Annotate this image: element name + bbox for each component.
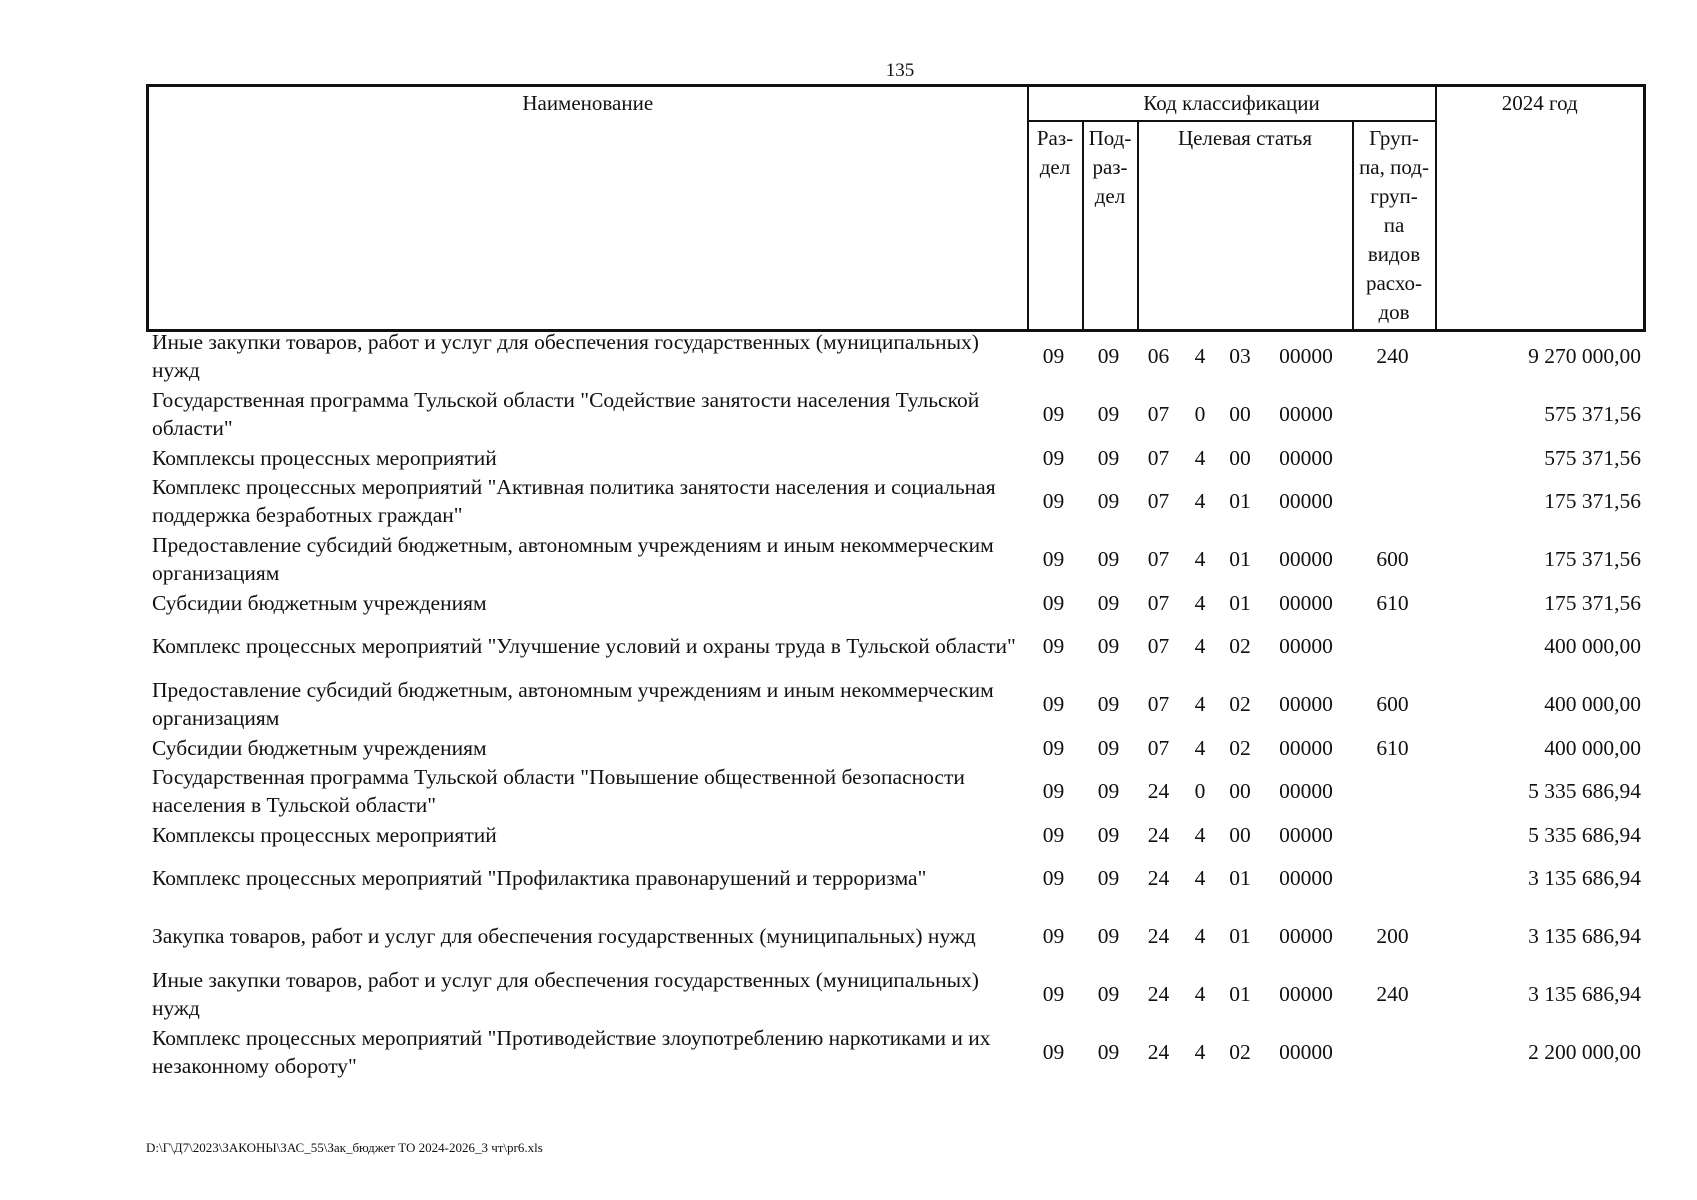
- row-target-direction: 00000: [1279, 735, 1333, 760]
- table-row: [146, 675, 1643, 733]
- row-name: Субсидии бюджетным учреждениям: [152, 735, 487, 760]
- row-target-subprogram: 01: [1229, 924, 1251, 948]
- row-podrazdel: 09: [1097, 590, 1120, 615]
- row-razdel: 09: [1042, 445, 1065, 470]
- row-name: Государственная программа Тульской области "Содействие занятости населения Тульской области": [152, 388, 980, 440]
- row-name: Государственная программа Тульской области "Повышение общественной безопасности населения в Тульской области": [152, 765, 965, 817]
- row-podrazdel: 09: [1097, 1040, 1120, 1064]
- row-target-direction: 00000: [1279, 1040, 1333, 1064]
- row-amount: 3 135 686,94: [1528, 924, 1641, 948]
- row-target-direction: 00000: [1279, 779, 1333, 803]
- row-target-subprogram: 00: [1229, 779, 1251, 803]
- row-target-program: 24: [1147, 1040, 1170, 1064]
- row-target-program: 24: [1147, 866, 1170, 890]
- header-subsection: Под- раз- дел: [1083, 121, 1138, 331]
- row-target-direction: 00000: [1279, 489, 1333, 513]
- row-target-type: 4: [1194, 1040, 1206, 1064]
- row-amount: 2 200 000,00: [1528, 1040, 1641, 1064]
- row-target-direction: 00000: [1279, 590, 1333, 615]
- row-target-direction: 00000: [1279, 822, 1333, 847]
- row-target-direction: 00000: [1279, 344, 1333, 368]
- row-razdel: 09: [1042, 866, 1065, 890]
- table-row: [146, 762, 1643, 820]
- row-razdel: 09: [1042, 779, 1065, 803]
- row-podrazdel: 09: [1097, 692, 1120, 716]
- row-amount: 400 000,00: [1544, 735, 1641, 760]
- row-target-subprogram: 02: [1229, 692, 1251, 716]
- table-row: [146, 443, 1643, 472]
- row-target-direction: 00000: [1279, 547, 1333, 571]
- row-target-type: 0: [1194, 402, 1206, 426]
- table-row: [146, 907, 1643, 965]
- row-podrazdel: 09: [1097, 489, 1120, 513]
- row-name: Комплекс процессных мероприятий "Улучшение условий и охраны труда в Тульской области": [152, 634, 1016, 658]
- row-target-program: 07: [1147, 445, 1170, 470]
- row-amount: 5 335 686,94: [1528, 822, 1641, 847]
- row-razdel: 09: [1042, 344, 1065, 368]
- table-row: [146, 588, 1643, 617]
- row-target-subprogram: 00: [1229, 822, 1251, 847]
- row-amount: 575 371,56: [1544, 445, 1641, 470]
- row-razdel: 09: [1042, 590, 1065, 615]
- row-target-type: 4: [1194, 924, 1206, 948]
- row-podrazdel: 09: [1097, 866, 1120, 890]
- row-podrazdel: 09: [1097, 735, 1120, 760]
- row-amount: 175 371,56: [1544, 590, 1641, 615]
- row-podrazdel: 09: [1097, 982, 1120, 1006]
- header-section: Раз- дел: [1028, 121, 1083, 331]
- row-name: Иные закупки товаров, работ и услуг для обеспечения государственных (муниципальных) нужд: [152, 968, 979, 1020]
- row-target-subprogram: 03: [1229, 344, 1251, 368]
- row-name: Закупка товаров, работ и услуг для обеспечения государственных (муниципальных) нужд: [152, 924, 976, 948]
- row-target-program: 07: [1147, 590, 1170, 615]
- row-amount: 400 000,00: [1544, 634, 1641, 658]
- row-target-direction: 00000: [1279, 402, 1333, 426]
- row-target-direction: 00000: [1279, 924, 1333, 948]
- row-expense-group: [1351, 385, 1434, 443]
- row-target-type: 4: [1194, 344, 1206, 368]
- header-target-article: Целевая статья: [1138, 121, 1353, 331]
- table-row: [146, 733, 1643, 762]
- row-razdel: 09: [1042, 735, 1065, 760]
- row-target-program: 07: [1147, 692, 1170, 716]
- row-target-subprogram: 02: [1229, 735, 1251, 760]
- table-row: [146, 617, 1643, 675]
- header-classification: Код классификации: [1028, 86, 1436, 122]
- row-name: Комплексы процессных мероприятий: [152, 445, 497, 470]
- row-podrazdel: 09: [1097, 344, 1120, 368]
- row-target-type: 4: [1194, 735, 1206, 760]
- row-amount: 175 371,56: [1544, 489, 1641, 513]
- row-target-direction: 00000: [1279, 634, 1333, 658]
- row-expense-group: 600: [1376, 692, 1409, 716]
- row-target-program: 07: [1147, 547, 1170, 571]
- row-amount: 400 000,00: [1544, 692, 1641, 716]
- row-target-subprogram: 02: [1229, 1040, 1251, 1064]
- row-name: Комплекс процессных мероприятий "Профилактика правонарушений и терроризма": [152, 866, 927, 890]
- row-target-subprogram: 01: [1229, 982, 1251, 1006]
- row-podrazdel: 09: [1097, 924, 1120, 948]
- table-row: [146, 965, 1643, 1023]
- table-row: [146, 530, 1643, 588]
- row-podrazdel: 09: [1097, 822, 1120, 847]
- row-expense-group: [1351, 849, 1434, 907]
- row-razdel: 09: [1042, 822, 1065, 847]
- row-target-subprogram: 00: [1229, 402, 1251, 426]
- row-expense-group: 610: [1376, 590, 1409, 615]
- page-number: 135: [885, 60, 915, 81]
- row-name: Комплексы процессных мероприятий: [152, 822, 497, 847]
- row-target-program: 24: [1147, 924, 1170, 948]
- row-podrazdel: 09: [1097, 402, 1120, 426]
- row-expense-group: [1351, 762, 1434, 820]
- row-razdel: 09: [1042, 692, 1065, 716]
- row-target-subprogram: 00: [1229, 445, 1251, 470]
- row-target-direction: 00000: [1279, 866, 1333, 890]
- table-row: [146, 327, 1643, 385]
- row-target-subprogram: 01: [1229, 547, 1251, 571]
- row-target-direction: 00000: [1279, 982, 1333, 1006]
- row-target-program: 24: [1147, 779, 1170, 803]
- row-target-program: 07: [1147, 402, 1170, 426]
- row-podrazdel: 09: [1097, 547, 1120, 571]
- row-target-type: 4: [1194, 590, 1206, 615]
- row-amount: 3 135 686,94: [1528, 866, 1641, 890]
- header-expense-group: Груп- па, под- груп- па видов расхо- дов: [1353, 121, 1436, 331]
- table-row: [146, 385, 1643, 443]
- row-expense-group: [1351, 820, 1434, 849]
- row-name: Комплекс процессных мероприятий "Противодействие злоупотреблению наркотиками и их незаконному обороту": [152, 1026, 991, 1078]
- table-header: [146, 84, 1646, 332]
- row-target-type: 4: [1194, 445, 1206, 470]
- row-target-direction: 00000: [1279, 445, 1333, 470]
- footer-file-path: D:\Г\Д7\2023\ЗАКОНЫ\ЗАС_55\Зак_бюджет ТО 2024-2026_3 чт\pr6.xls: [146, 1140, 543, 1155]
- row-target-type: 4: [1194, 982, 1206, 1006]
- budget-table: [146, 327, 1643, 1081]
- row-amount: 575 371,56: [1544, 402, 1641, 426]
- row-amount: 3 135 686,94: [1528, 982, 1641, 1006]
- table-row: [146, 472, 1643, 530]
- row-expense-group: 240: [1376, 982, 1409, 1006]
- row-target-direction: 00000: [1279, 692, 1333, 716]
- row-podrazdel: 09: [1097, 445, 1120, 470]
- row-target-program: 06: [1147, 344, 1170, 368]
- row-razdel: 09: [1042, 547, 1065, 571]
- row-target-program: 07: [1147, 634, 1170, 658]
- header-name: Наименование: [148, 86, 1028, 331]
- row-target-subprogram: 01: [1229, 489, 1251, 513]
- row-amount: 175 371,56: [1544, 547, 1641, 571]
- row-expense-group: [1351, 443, 1434, 472]
- row-expense-group: 200: [1376, 924, 1409, 948]
- row-podrazdel: 09: [1097, 779, 1120, 803]
- row-expense-group: [1351, 617, 1434, 675]
- row-target-type: 4: [1194, 634, 1206, 658]
- row-expense-group: [1351, 1023, 1434, 1081]
- row-expense-group: [1351, 472, 1434, 530]
- row-name: Иные закупки товаров, работ и услуг для обеспечения государственных (муниципальных) нужд: [152, 330, 979, 382]
- row-razdel: 09: [1042, 982, 1065, 1006]
- row-name: Комплекс процессных мероприятий "Активная политика занятости населения и социальная поддержка безработных граждан": [152, 475, 996, 527]
- table-row: [146, 849, 1643, 907]
- row-expense-group: 600: [1376, 547, 1409, 571]
- table-row: [146, 820, 1643, 849]
- row-target-type: 4: [1194, 489, 1206, 513]
- table-row: [146, 1023, 1643, 1081]
- row-razdel: 09: [1042, 489, 1065, 513]
- header-year: 2024 год: [1436, 86, 1645, 331]
- row-target-type: 4: [1194, 547, 1206, 571]
- row-expense-group: 240: [1376, 344, 1409, 368]
- row-target-type: 4: [1194, 692, 1206, 716]
- row-target-type: 4: [1194, 822, 1206, 847]
- row-target-program: 24: [1147, 822, 1170, 847]
- row-razdel: 09: [1042, 924, 1065, 948]
- row-amount: 5 335 686,94: [1528, 779, 1641, 803]
- row-razdel: 09: [1042, 402, 1065, 426]
- row-amount: 9 270 000,00: [1528, 344, 1641, 368]
- row-podrazdel: 09: [1097, 634, 1120, 658]
- row-target-subprogram: 01: [1229, 590, 1251, 615]
- row-razdel: 09: [1042, 1040, 1065, 1064]
- row-target-subprogram: 01: [1229, 866, 1251, 890]
- row-expense-group: 610: [1376, 735, 1409, 760]
- row-razdel: 09: [1042, 634, 1065, 658]
- row-target-type: 0: [1194, 779, 1206, 803]
- row-name: Предоставление субсидий бюджетным, автономным учреждениям и иным некоммерческим организациям: [152, 678, 994, 730]
- row-target-type: 4: [1194, 866, 1206, 890]
- row-target-subprogram: 02: [1229, 634, 1251, 658]
- row-name: Субсидии бюджетным учреждениям: [152, 590, 487, 615]
- row-name: Предоставление субсидий бюджетным, автономным учреждениям и иным некоммерческим организациям: [152, 533, 994, 585]
- row-target-program: 24: [1147, 982, 1170, 1006]
- table-body: [146, 327, 1643, 1081]
- row-target-program: 07: [1147, 489, 1170, 513]
- row-target-program: 07: [1147, 735, 1170, 760]
